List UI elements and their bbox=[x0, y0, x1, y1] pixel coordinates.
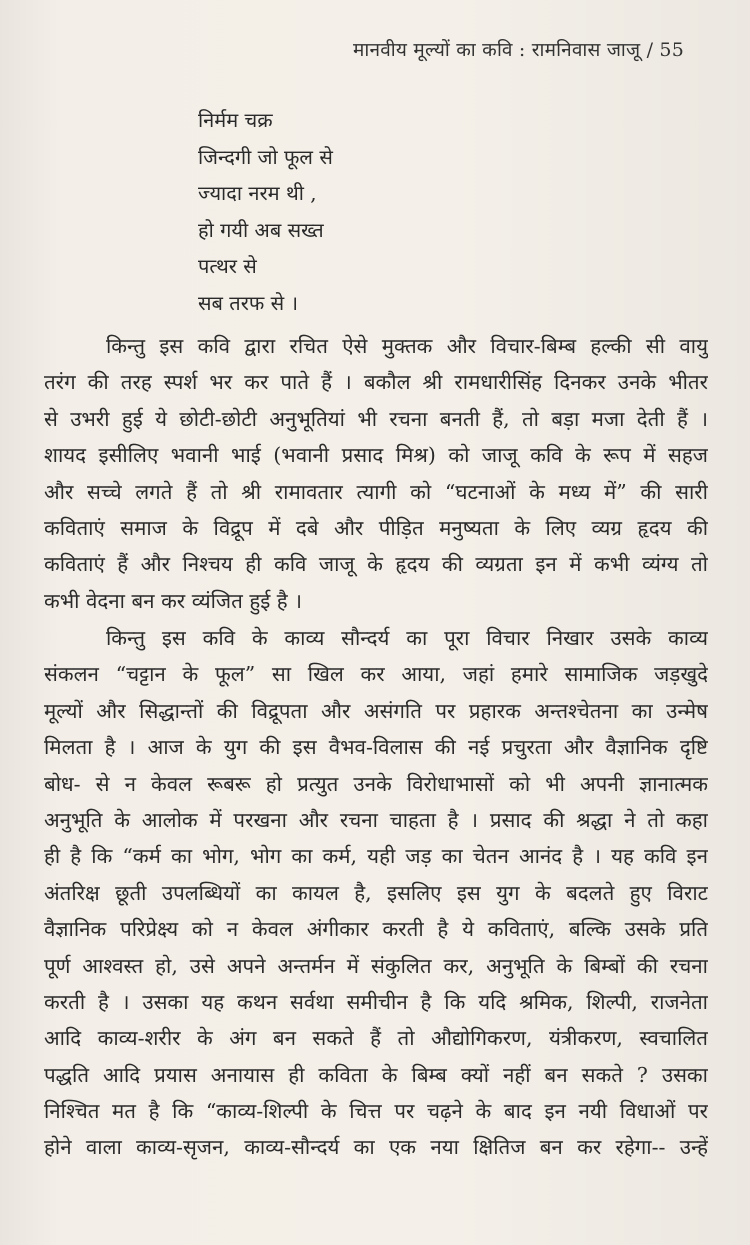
poem-line: ज्यादा नरम थी , bbox=[198, 181, 317, 205]
poem-line: निर्मम चक्र bbox=[198, 108, 273, 132]
paragraph-2 bbox=[44, 620, 708, 1166]
paragraph-line: किन्तु इस कवि द्वारा रचित ऐसे मुक्तक और विचार-बिम्ब हल्की सी वायु bbox=[106, 334, 708, 358]
paragraph-line: अनुभूति के आलोक में परखना और रचना चाहता है । प्रसाद की श्रद्धा ने तो कहा bbox=[44, 807, 708, 832]
paragraph-1 bbox=[44, 328, 708, 619]
paragraph-line: ही है कि “कर्म का भोग, भोग का कर्म, यही जड़ का चेतन आनंद है । यह कवि इन bbox=[44, 844, 708, 869]
paragraph-line: तरंग की तरह स्पर्श भर कर पाते हैं । बकौल श्री रामधारीसिंह दिनकर उनके भीतर bbox=[44, 370, 708, 395]
paragraph-line: कविताएं समाज के विद्रूप में दबे और पीड़ित मनुष्यता के लिए व्यग्र हृदय की bbox=[44, 515, 708, 540]
paragraph-line: अंतरिक्ष छूती उपलब्धियों का कायल है, इसलिए इस युग के बदलते हुए विराट bbox=[44, 880, 708, 905]
paragraph-line: से उभरी हुई ये छोटी-छोटी अनुभूतियां भी रचना बनती हैं, तो बड़ा मजा देती हैं । bbox=[44, 406, 708, 431]
poem-line: हो गयी अब सख्त bbox=[198, 217, 324, 242]
poem-line: पत्थर से bbox=[198, 254, 257, 278]
paragraph-line: पद्धति आदि प्रयास अनायास ही कविता के बिम्ब क्यों नहीं बन सकते ? उसका bbox=[44, 1062, 708, 1087]
paragraph-line: पूर्ण आश्वस्त हो, उसे अपने अन्तर्मन में संकुलित कर, अनुभूति के बिम्बों की रचना bbox=[44, 953, 708, 978]
poem-line: जिन्दगी जो फूल से bbox=[198, 144, 333, 169]
paragraph-line: होने वाला काव्य-सृजन, काव्य-सौन्दर्य का एक नया क्षितिज बन कर रहेगा-- उन्हें bbox=[44, 1135, 708, 1160]
paragraph-line: मूल्यों और सिद्धान्तों की विद्रूपता और असंगति पर प्रहारक अन्तश्चेतना का उन्मेष bbox=[44, 698, 708, 723]
running-head: मानवीय मूल्यों का कवि : रामनिवास जाजू / 55 bbox=[353, 39, 684, 61]
paragraph-line: संकलन “चट्टान के फूल” सा खिल कर आया, जहां हमारे सामाजिक जड़खुदे bbox=[44, 662, 708, 687]
paragraph-line: निश्चित मत है कि “काव्य-शिल्पी के चित्त पर चढ़ने के बाद इन नयी विधाओं पर bbox=[44, 1099, 708, 1124]
paragraph-line: शायद इसीलिए भवानी भाई (भवानी प्रसाद मिश्र) को जाजू कवि के रूप में सहज bbox=[44, 443, 708, 468]
poem-line: सब तरफ से । bbox=[198, 290, 299, 315]
paragraph-line: करती है । उसका यह कथन सर्वथा समीचीन है कि यदि श्रमिक, शिल्पी, राजनेता bbox=[44, 989, 708, 1014]
paragraph-line: मिलता है । आज के युग की इस वैभव-विलास की नई प्रचुरता और वैज्ञानिक दृष्टि bbox=[44, 735, 708, 760]
paragraph-line: आदि काव्य-शरीर के अंग बन सकते हैं तो औद्योगिकरण, यंत्रीकरण, स्वचालित bbox=[44, 1026, 708, 1051]
paragraph-line: और सच्चे लगते हैं तो श्री रामावतार त्यागी को “घटनाओं के मध्य में” की सारी bbox=[44, 479, 708, 504]
paragraph-line: कविताएं हैं और निश्चय ही कवि जाजू के हृदय की व्यग्रता इन में कभी व्यंग्य तो bbox=[44, 552, 708, 577]
paragraph-line: कभी वेदना बन कर व्यंजित हुई है । bbox=[44, 588, 302, 613]
poem-excerpt bbox=[198, 102, 333, 321]
paragraph-line: किन्तु इस कवि के काव्य सौन्दर्य का पूरा विचार निखार उसके काव्य bbox=[106, 626, 708, 650]
paragraph-line: बोध- से न केवल रूबरू हो प्रत्युत उनके विरोधाभासों को भी अपनी ज्ञानात्मक bbox=[44, 771, 708, 796]
paragraph-line: वैज्ञानिक परिप्रेक्ष्य को न केवल अंगीकार करती है ये कविताएं, बल्कि उसके प्रति bbox=[44, 917, 708, 942]
